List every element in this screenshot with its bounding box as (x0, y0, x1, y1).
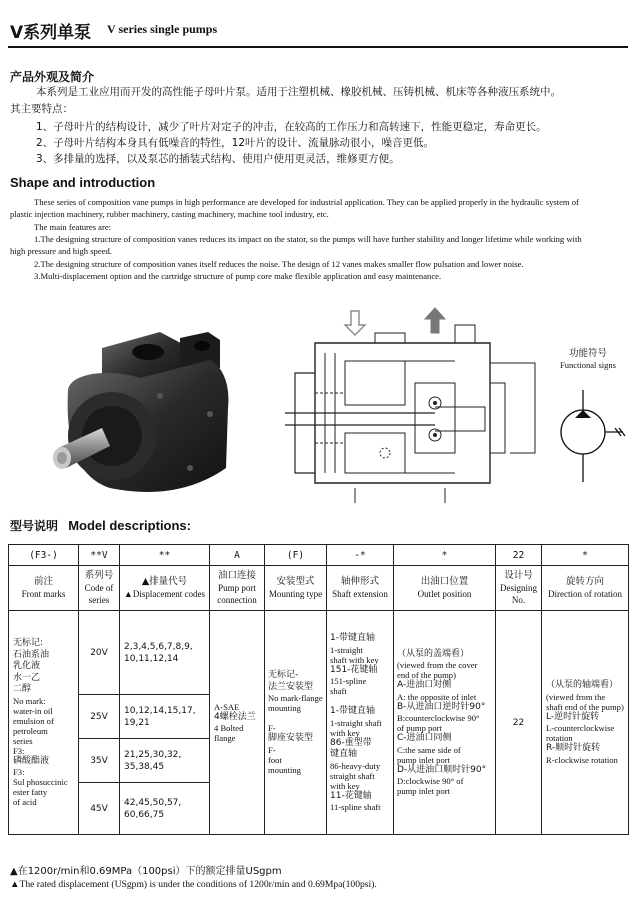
header-design: 设计号 Designing No. (496, 566, 542, 611)
outlet-line: C-进油口同侧 (397, 733, 452, 744)
outlet-line: pump inlet port (397, 786, 450, 797)
header-front-marks: 前注 Front marks (9, 566, 79, 611)
rotation-line: L-逆时针旋转 (546, 711, 600, 722)
cross-section-drawing (285, 303, 550, 508)
code-row (9, 545, 629, 566)
header-rotation: 旋转方向 Direction of rotation (542, 566, 629, 611)
port-line: flange (214, 733, 236, 744)
feature-en-2: 2.The designing structure of composition vanes itself reduces the noise. The design of 12 vanes makes smaller flow pulsation and lower noise. (34, 259, 524, 269)
shaft-line (330, 696, 390, 706)
rotation-line: rotation (546, 733, 573, 744)
rotation-line: L-counterclockwise (546, 723, 615, 734)
port-line: 4螺栓法兰 (214, 711, 256, 722)
feature-en-1a: 1.The designing structure of composition vanes reduces its impact on the stator, so the pumps will have further stability and longer lifetime while working with (34, 234, 582, 244)
feature-cn-2: 2、子母叶片结构本身具有低噪音的特性，12叶片的设计、流量脉动很小，噪音更低。 (36, 137, 435, 149)
shaft-line: 1-straight (330, 644, 363, 655)
mounting-line: mounting (268, 703, 301, 714)
code-cell: -* (327, 545, 394, 566)
shaft-line: 键直轴 (330, 749, 358, 759)
mounting-line: 无标记- (268, 670, 299, 681)
rotation-line: R-顺时针旋转 (546, 743, 601, 754)
front_marks-line: ester fatty (13, 787, 48, 797)
front-marks-cell (9, 611, 79, 835)
page-title-cn: V系列单泵 (10, 23, 92, 43)
outlet-cell (394, 611, 496, 835)
shaft-line: with key (330, 780, 360, 791)
outlet-line: B:counterclockwise 90° (397, 713, 480, 724)
outlet-line: A: the opposite of inlet (397, 691, 477, 702)
front_marks-line: F3: (13, 767, 25, 777)
model-heading-en: Model descriptions: (68, 518, 191, 533)
intro-heading-cn: 产品外观及简介 (10, 70, 95, 84)
feature-en-1b: high pressure and high speed. (10, 246, 112, 256)
footnote-cn: ▲在1200r/min和0.69MPa（100psi）下的额定排量USgpm (10, 866, 282, 877)
features-title-en: The main features are: (34, 222, 112, 232)
rotation-cell (542, 611, 629, 835)
rotation-line: (viewed from the (546, 691, 606, 702)
front_marks-line: 无标记: (13, 638, 44, 648)
code-cell: (F3-) (9, 545, 79, 566)
shaft-line: 151-spline (330, 676, 367, 686)
code-cell: **V (79, 545, 120, 566)
displacement-cell: 10,12,14,15,17, 19,21 (120, 695, 210, 739)
symbol-label-cn: 功能符号 (568, 348, 607, 359)
shaft-line: 151-花键轴 (330, 664, 378, 675)
feature-cn-1: 1、子母叶片的结构设计，减少了叶片对定子的冲击，在较高的工作压力和高转速下，性能更稳定，寿命更长。 (36, 121, 547, 133)
outlet-line: end of the pump) (397, 670, 456, 681)
model-code-table (8, 544, 629, 835)
outlet-line: (viewed from the cover (397, 660, 478, 671)
inlet-arrow-icon (345, 311, 365, 335)
shaft-line: 86-重型带 (330, 737, 372, 748)
model-heading-cn: 型号说明 (10, 519, 59, 533)
feature-cn-3: 3、多排量的选择，以及泵芯的插装式结构、使用户使用更灵活，维修更方便。 (36, 153, 400, 165)
outlet-line: B-从进油口逆时针90° (397, 701, 486, 712)
series-cell: 20V (79, 611, 120, 695)
intro-para-en-1: These series of composition vane pumps in high performance are developed for industrial application. They can be applied properly in the hydraulic system of (34, 197, 579, 207)
port-cell (210, 611, 265, 835)
outlet-line: of pump port (397, 723, 442, 734)
rotation-line: R-clockwise rotation (546, 754, 618, 765)
front_marks-line: 水一乙 (13, 672, 41, 683)
shaft-line: shaft with key (330, 654, 379, 665)
front_marks-line: series (13, 735, 33, 746)
port-line: A-SAE (214, 701, 240, 712)
intro-heading-en: Shape and introduction (10, 175, 156, 190)
front_marks-line: water-in oil (13, 705, 53, 716)
displacement-cell: 2,3,4,5,6,7,8,9, 10,11,12,14 (120, 611, 210, 695)
shaft-cell (327, 611, 394, 835)
outlet-line: D:clockwise 90° of (397, 776, 464, 787)
pump-symbol-icon (555, 388, 627, 484)
port-line: 4 Bolted (214, 723, 244, 734)
series-cell: 35V (79, 739, 120, 783)
shaft-line: 1-straight shaft (330, 717, 382, 728)
mounting-line (268, 713, 323, 723)
shaft-line: with key (330, 727, 360, 738)
page-title-en: V series single pumps (107, 22, 218, 36)
header-shaft: 轴伸形式 Shaft extension (327, 566, 394, 611)
code-cell: ** (120, 545, 210, 566)
front_marks-line: F3: (13, 745, 25, 756)
rotation-line: shaft end of the pump) (546, 701, 624, 712)
outlet-line: D-从进油口顺时针90° (397, 764, 487, 775)
symbol-label-en: Functional signs (560, 360, 616, 370)
front_marks-line: 石油系油 (13, 649, 50, 660)
title-divider (8, 46, 628, 48)
outlet-line: C:the same side of (397, 744, 461, 755)
header-displacement: ▲排量代号 ▲Displacement codes (120, 566, 210, 611)
footnote-en: ▲The rated displacement (USgpm) is under the conditions of 1200r/min and 0.69Mpa(100psi). (10, 879, 377, 890)
series-cell: 45V (79, 783, 120, 835)
design-cell: 22 (496, 611, 542, 835)
front_marks-line: 磷酸酯液 (13, 755, 50, 766)
table-row (9, 611, 629, 695)
shaft-line: 11-spline shaft (330, 802, 381, 812)
code-cell: A (210, 545, 265, 566)
header-outlet: 出油口位置 Outlet position (394, 566, 496, 611)
front_marks-line: emulsion of (13, 715, 54, 726)
front_marks-line: 乳化液 (13, 661, 41, 671)
code-cell: * (542, 545, 629, 566)
shaft-line: 1-带键直轴 (330, 633, 375, 643)
mounting-line: foot (268, 754, 282, 765)
code-cell: (F) (265, 545, 327, 566)
code-cell: * (394, 545, 496, 566)
header-mounting: 安装型式 Mounting type (265, 566, 327, 611)
outlet-line: （从泵的盖端看） (397, 648, 470, 659)
mounting-cell (265, 611, 327, 835)
shaft-line: 86-heavy-duty (330, 760, 381, 771)
mounting-line: 脚座安装型 (268, 733, 314, 744)
pump-photo (40, 318, 240, 500)
front_marks-line: Sul phosuccinic (13, 777, 68, 787)
shaft-line: 1-带键直轴 (330, 706, 375, 716)
intro-para-en-2: plastic injection machinery, rubber machinery, casting machinery, machine tool industry, etc. (10, 209, 329, 219)
displacement-cell: 42,45,50,57, 60,66,75 (120, 783, 210, 835)
feature-en-3: 3.Multi-displacement option and the cartridge structure of pump core make flexible application and easy maintenance. (34, 271, 442, 281)
mounting-line: 法兰安装型 (268, 681, 314, 692)
outlet-line: A-进油口对侧 (397, 680, 452, 691)
intro-para-cn: 本系列是工业应用而开发的高性能子母叶片泵。适用于注塑机械、橡胶机械、压铸机械、机床等各种液压系统中。 (36, 86, 561, 98)
shaft-line: shaft (330, 686, 347, 696)
mounting-line: No mark-flange (268, 693, 323, 704)
displacement-cell: 21,25,30,32, 35,38,45 (120, 739, 210, 783)
mounting-line: F- (268, 723, 276, 734)
front_marks-line: of acid (13, 797, 37, 807)
mounting-line: F- (268, 744, 276, 755)
series-cell: 25V (79, 695, 120, 739)
header-series: 系列号 Code of series (79, 566, 120, 611)
mounting-line: mounting (268, 764, 301, 775)
front_marks-line: petroleum (13, 725, 48, 736)
rotation-line: （从泵的轴端看） (546, 680, 619, 691)
outlet-line: pump inlet port (397, 754, 450, 765)
front_marks-line: 二醇 (13, 684, 32, 694)
header-row (9, 566, 629, 611)
header-port: 油口连接 Pump port connection (210, 566, 265, 611)
outlet-arrow-icon (425, 308, 445, 333)
shaft-line: 11-花键轴 (330, 790, 372, 801)
front_marks-line: No mark: (13, 695, 46, 706)
features-title-cn: 其主要特点： (10, 103, 73, 115)
shaft-line: straight shaft (330, 770, 375, 781)
code-cell: 22 (496, 545, 542, 566)
